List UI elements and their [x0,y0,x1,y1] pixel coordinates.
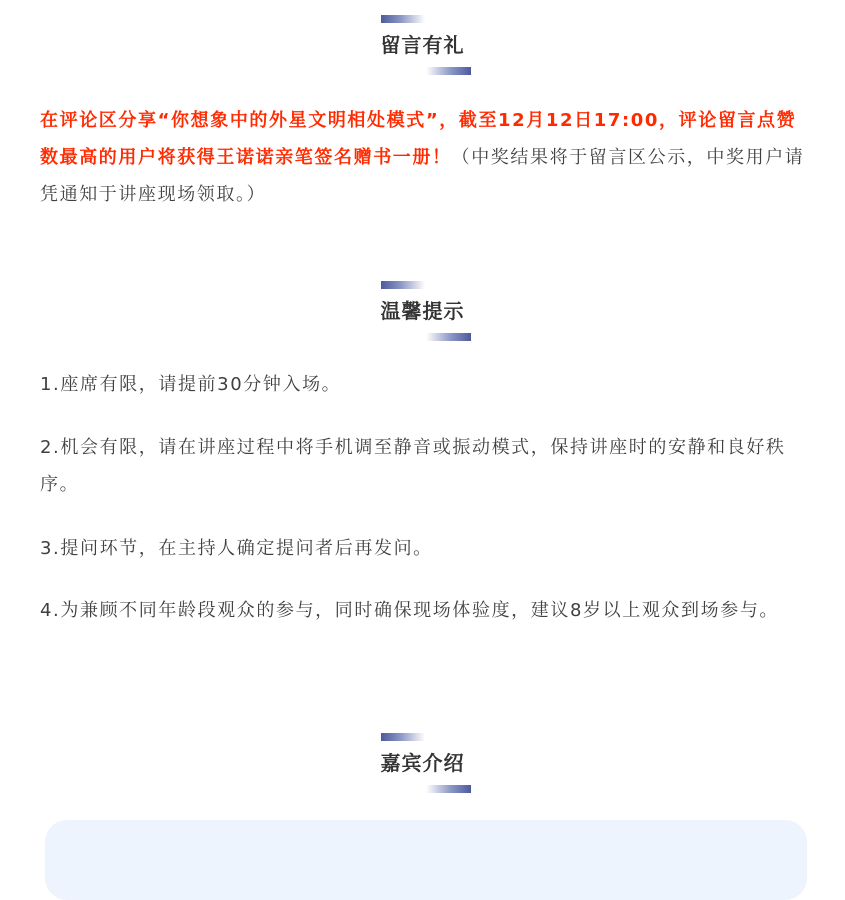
gift-rule-highlight: 在评论区分享“你想象中的外星文明相处模式”，截至12月12日17:00，评论留言点赞数最高的用户将获得王诺诺亲笔签名赠书一册！ [40,110,797,168]
guest-section-title: 嘉宾介绍 [380,751,465,775]
guest-section-header [0,733,845,795]
tip-item-2: 2.机会有限，请在讲座过程中将手机调至静音或振动模式，保持讲座时的安静和良好秩序。 [40,437,786,495]
title-decoration-bottom [426,785,471,793]
guest-intro-card [45,820,807,900]
tips-section-title: 温馨提示 [380,299,465,323]
gift-section-header [0,15,845,77]
title-decoration-bottom [426,67,471,75]
title-decoration-top [381,15,425,23]
gift-rule-note: （中奖结果将于留言区公示，中奖用户请凭通知于讲座现场领取。） [40,147,805,205]
gift-section-paragraph [40,102,810,213]
gift-section-title: 留言有礼 [380,33,465,57]
tip-item-3: 3.提问环节，在主持人确定提问者后再发问。 [40,538,433,559]
title-decoration-top [381,733,425,741]
tip-item-1: 1.座席有限，请提前30分钟入场。 [40,374,342,395]
tips-section-header [0,281,845,343]
tip-item-4: 4.为兼顾不同年龄段观众的参与，同时确保现场体验度，建议8岁以上观众到场参与。 [40,600,780,621]
title-decoration-bottom [426,333,471,341]
title-decoration-top [381,281,425,289]
